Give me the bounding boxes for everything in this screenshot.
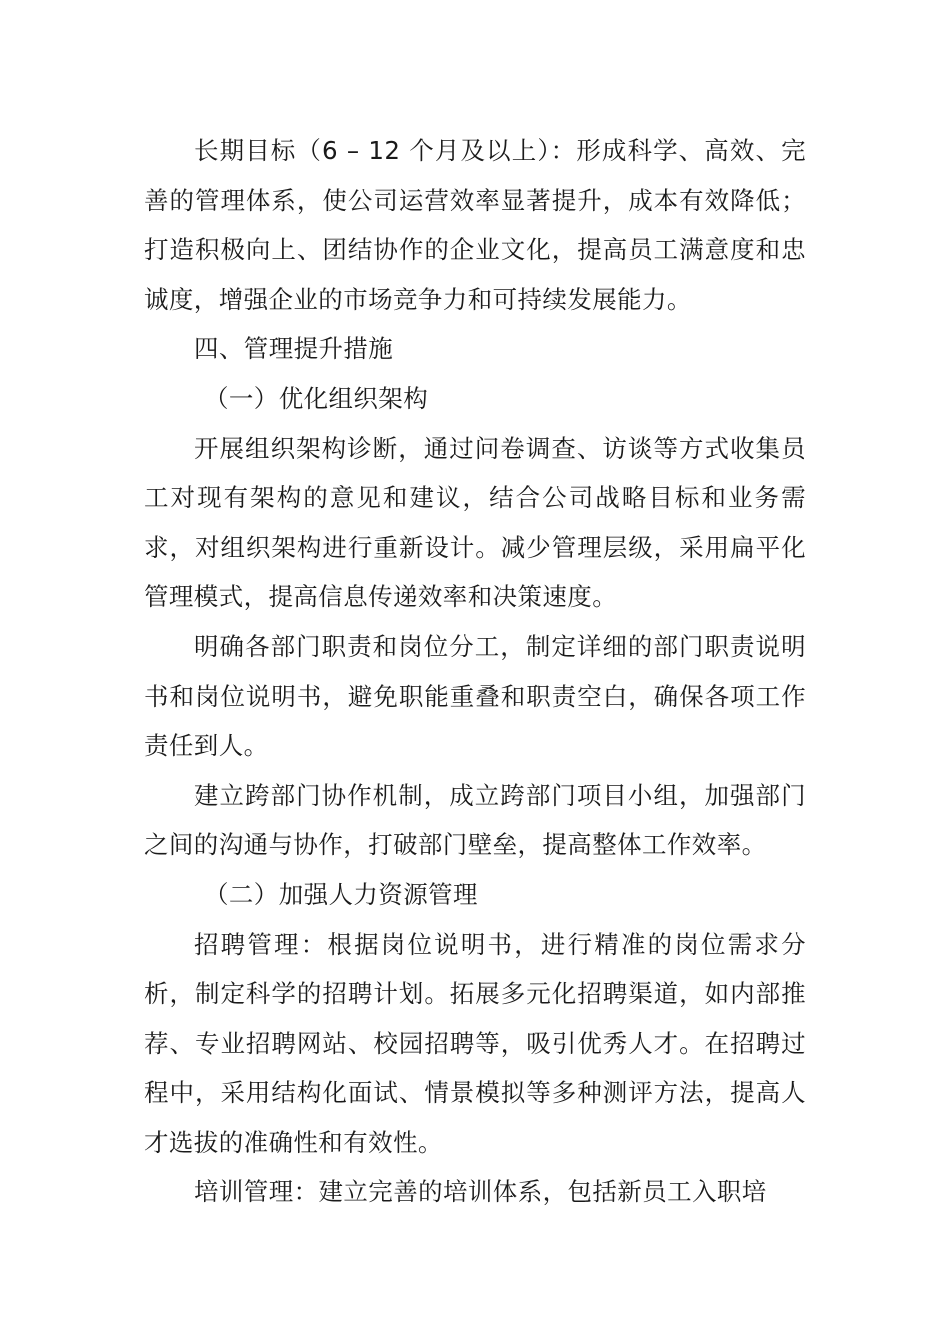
subsection-heading-hr-management: （二）加强人力资源管理 — [204, 879, 478, 909]
paragraph-org-diagnosis: 开展组织架构诊断，通过问卷调查、访谈等方式收集员工对现有架构的意见和建议，结合公司战略目标和业务需求，对组织架构进行重新设计。减少管理层级，采用扁平化管理模式，提高信息传递效率和决策速度。 — [144, 433, 806, 612]
subsection-heading-org-structure: （一）优化组织架构 — [204, 383, 429, 413]
paragraph-cross-department: 建立跨部门协作机制，成立跨部门项目小组，加强部门之间的沟通与协作，打破部门壁垒，提高整体工作效率。 — [144, 780, 806, 860]
document-body — [144, 126, 806, 1217]
paragraph-training: 培训管理：建立完善的培训体系，包括新员工入职培 — [194, 1177, 767, 1207]
paragraph-department-duties: 明确各部门职责和岗位分工，制定详细的部门职责说明书和岗位说明书，避免职能重叠和职责空白，确保各项工作责任到人。 — [144, 631, 806, 761]
paragraph-long-term-goal: 长期目标（6 – 12 个月及以上）：形成科学、高效、完善的管理体系，使公司运营效率显著提升，成本有效降低；打造积极向上、团结协作的企业文化，提高员工满意度和忠诚度，增强企业的市场竞争力和可持续发展能力。 — [144, 136, 806, 314]
paragraph-recruitment: 招聘管理：根据岗位说明书，进行精准的岗位需求分析，制定科学的招聘计划。拓展多元化招聘渠道，如内部推荐、专业招聘网站、校园招聘等，吸引优秀人才。在招聘过程中，采用结构化面试、情景模拟等多种测评方法，提高人才选拔的准确性和有效性。 — [144, 929, 806, 1157]
section-heading-management-measures: 四、管理提升措施 — [194, 334, 394, 364]
